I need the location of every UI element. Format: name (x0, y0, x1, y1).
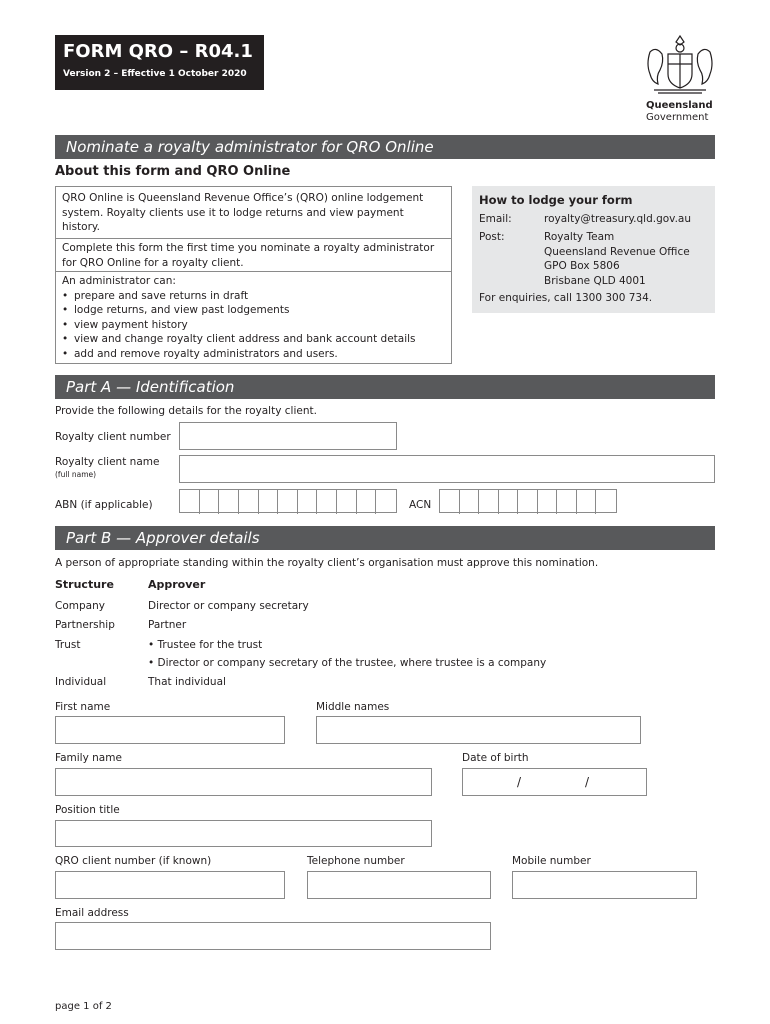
lodge-post-address (544, 230, 690, 288)
lodge-email-value: royalty@treasury.qld.gov.au (544, 213, 691, 225)
about-heading: About this form and QRO Online (55, 164, 291, 179)
coat-of-arms-icon (640, 32, 720, 98)
list-item: • prepare and save returns in draft (62, 289, 444, 304)
position-input[interactable] (55, 820, 432, 847)
acn-input[interactable] (439, 489, 617, 513)
digit-cell-divider (375, 490, 376, 514)
digit-cell-divider (356, 490, 357, 514)
part-a-heading: Part A — Identification (66, 378, 235, 396)
address-line: Brisbane QLD 4001 (544, 274, 646, 287)
title-bar (55, 135, 715, 159)
telephone-label: Telephone number (307, 855, 405, 867)
digit-cell-divider (595, 490, 596, 514)
about-para-1: QRO Online is Queensland Revenue Office’s (QRO) online lodgement system. Royalty clients use it to lodge returns and view payment history. (62, 192, 424, 233)
about-list (62, 289, 444, 362)
form-title: FORM QRO – R04.1 (63, 41, 253, 62)
logo-text-government: Government (646, 112, 709, 123)
lodge-box (472, 186, 715, 313)
approver-col-header: Approver (148, 578, 206, 591)
digit-cell-divider (576, 490, 577, 514)
dob-label: Date of birth (462, 752, 529, 764)
middle-names-label: Middle names (316, 701, 390, 713)
about-list-block (62, 274, 444, 361)
middle-names-input[interactable] (316, 716, 641, 744)
address-line: GPO Box 5806 (544, 260, 620, 272)
lodge-enquiries: For enquiries, call 1300 300 734. (479, 292, 653, 304)
approver-cell: That individual (148, 676, 226, 688)
client-name-input[interactable] (179, 455, 715, 483)
digit-cell-divider (498, 490, 499, 514)
about-list-intro: An administrator can: (62, 275, 176, 287)
digit-cell-divider (316, 490, 317, 514)
first-name-input[interactable] (55, 716, 285, 744)
acn-label: ACN (409, 499, 432, 511)
list-item: • lodge returns, and view past lodgements (62, 303, 444, 318)
approver-cell: Director or company secretary (148, 600, 309, 612)
qro-client-label: QRO client number (if known) (55, 855, 212, 867)
digit-cell-divider (238, 490, 239, 514)
digit-cell-divider (478, 490, 479, 514)
mobile-input[interactable] (512, 871, 697, 899)
client-number-label: Royalty client number (55, 431, 171, 443)
part-b-heading: Part B — Approver details (66, 529, 260, 547)
approver-cell: Partner (148, 619, 187, 631)
part-a-intro: Provide the following details for the royalty client. (55, 405, 317, 417)
address-line: Royalty Team (544, 231, 615, 243)
list-item: • add and remove royalty administrators and users. (62, 347, 444, 362)
digit-cell-divider (336, 490, 337, 514)
lodge-post-label: Post: (479, 231, 505, 243)
part-a-bar (55, 375, 715, 399)
telephone-input[interactable] (307, 871, 491, 899)
dob-input[interactable] (462, 768, 647, 796)
structure-cell: Trust (55, 639, 81, 651)
about-para-2: Complete this form the first time you nominate a royalty administrator for QRO Online for a royalty client. (62, 242, 435, 269)
structure-cell: Partnership (55, 619, 115, 631)
list-item: • view payment history (62, 318, 444, 333)
email-label: Email address (55, 907, 129, 919)
dob-separator: / (585, 775, 590, 789)
divider (56, 238, 451, 239)
digit-cell-divider (459, 490, 460, 514)
structure-cell: Company (55, 600, 105, 612)
form-version: Version 2 – Effective 1 October 2020 (63, 69, 247, 79)
digit-cell-divider (199, 490, 200, 514)
family-name-label: Family name (55, 752, 122, 764)
structure-col-header: Structure (55, 578, 114, 591)
dob-separator: / (517, 775, 522, 789)
part-b-intro: A person of appropriate standing within the royalty client’s organisation must approve this nomination. (55, 557, 599, 569)
digit-cell-divider (297, 490, 298, 514)
email-input[interactable] (55, 922, 491, 950)
first-name-label: First name (55, 701, 111, 713)
client-name-note: (full name) (55, 470, 97, 479)
logo-text-queensland: Queensland (646, 100, 713, 111)
part-b-bar (55, 526, 715, 550)
digit-cell-divider (517, 490, 518, 514)
approver-cell: • Director or company secretary of the trustee, where trustee is a company (148, 657, 547, 669)
page-title: Nominate a royalty administrator for QRO Online (66, 138, 434, 156)
approver-cell: • Trustee for the trust (148, 639, 263, 651)
abn-input[interactable] (179, 489, 397, 513)
structure-cell: Individual (55, 676, 107, 688)
position-label: Position title (55, 804, 120, 816)
digit-cell-divider (277, 490, 278, 514)
address-line: Queensland Revenue Office (544, 245, 690, 258)
abn-label: ABN (if applicable) (55, 499, 153, 511)
queensland-government-logo (640, 32, 720, 124)
about-box (55, 186, 452, 364)
digit-cell-divider (556, 490, 557, 514)
lodge-heading: How to lodge your form (479, 193, 633, 207)
client-number-input[interactable] (179, 422, 397, 450)
family-name-input[interactable] (55, 768, 432, 796)
form-title-box (55, 35, 264, 90)
mobile-label: Mobile number (512, 855, 591, 867)
qro-client-input[interactable] (55, 871, 285, 899)
divider (56, 271, 451, 272)
list-item: • view and change royalty client address and bank account details (62, 332, 444, 347)
client-name-label: Royalty client name (55, 456, 160, 468)
digit-cell-divider (258, 490, 259, 514)
digit-cell-divider (218, 490, 219, 514)
lodge-email-label: Email: (479, 213, 512, 225)
digit-cell-divider (537, 490, 538, 514)
page-number: page 1 of 2 (55, 1001, 112, 1012)
